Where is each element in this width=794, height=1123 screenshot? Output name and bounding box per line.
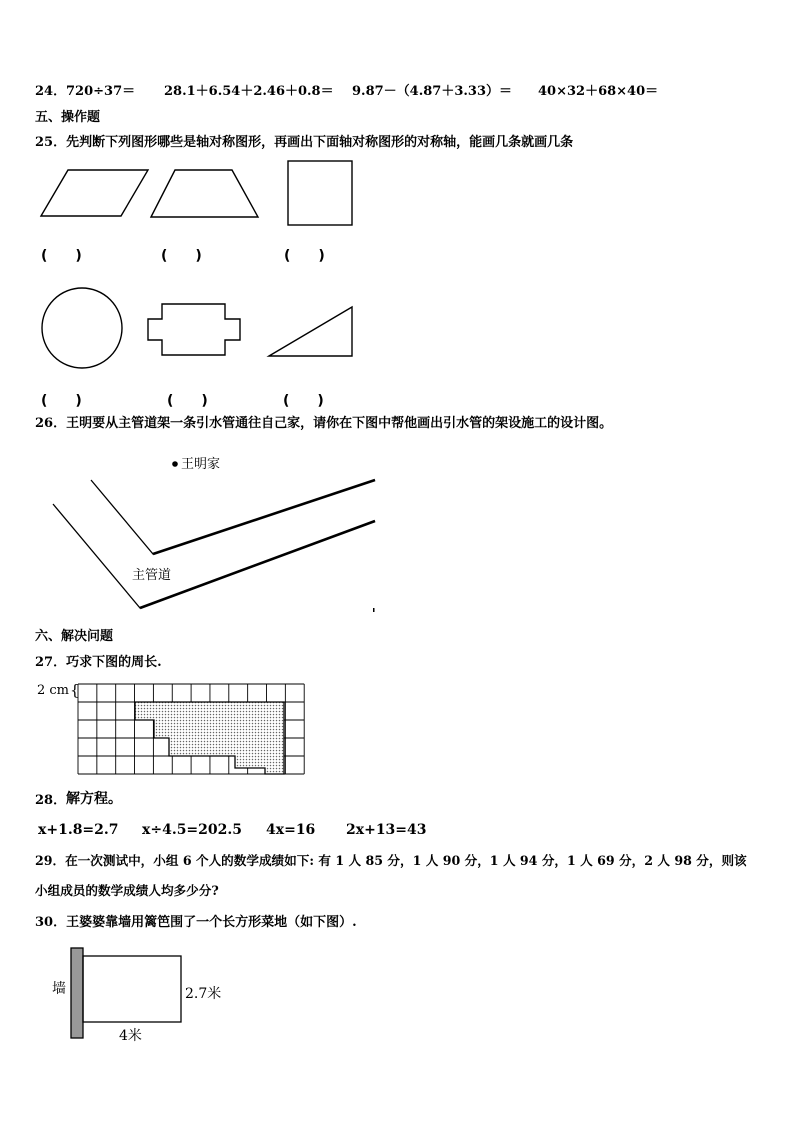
outer-edge-thick	[140, 521, 375, 608]
q29-line-2: 小组成员的数学成绩人均多少分?	[35, 883, 219, 898]
home-dot	[172, 461, 178, 467]
wall-label: 墙	[52, 981, 66, 997]
section-5-heading: 五、操作题	[35, 110, 101, 125]
q24-item-3: 9.87－（4.87＋3.33）＝	[352, 84, 512, 99]
answer-paren-5[interactable]: ( )	[167, 393, 208, 409]
q24-number: 24．	[35, 84, 67, 99]
pipe-diagram	[40, 448, 390, 618]
equation-1: x+1.8=2.7	[38, 822, 119, 838]
answer-paren-4[interactable]: ( )	[41, 393, 82, 409]
q24-item-4: 40×32＋68×40＝	[538, 84, 659, 99]
right-triangle-shape	[269, 307, 352, 356]
q28-title: 解方程。	[66, 791, 122, 807]
q24-item-2: 28.1＋6.54＋2.46＋0.8＝	[164, 84, 334, 99]
outer-edge-line	[53, 504, 375, 608]
q28-number: 28．	[35, 793, 67, 808]
stray-mark	[373, 608, 375, 612]
answer-paren-1[interactable]: ( )	[41, 248, 82, 264]
q25-shapes-row1	[35, 158, 365, 233]
garden-diagram	[45, 940, 245, 1050]
home-label: 王明家	[181, 457, 221, 472]
scale-label: 2 cm	[37, 683, 70, 698]
square-shape	[288, 161, 352, 225]
circle-shape	[42, 288, 122, 368]
q30-prompt: 30．王婆婆靠墙用篱笆围了一个长方形菜地（如下图）.	[35, 915, 357, 930]
section-6-heading: 六、解决问题	[35, 629, 114, 644]
q29-line-1: 29．在一次测试中，小组 6 个人的数学成绩如下: 有 1 人 85 分，1 人 90 分，1 人 94 分，1 人 69 分，2 人 98 分，则该	[35, 853, 747, 868]
q26-prompt: 26．王明要从主管道架一条引水管通往自己家，请你在下图中帮他画出引水管的架设施工的设计图。	[35, 416, 613, 431]
answer-paren-2[interactable]: ( )	[161, 248, 202, 264]
notched-rectangle-shape	[148, 304, 240, 355]
wall	[71, 948, 83, 1038]
q27-prompt: 27．巧求下图的周长.	[35, 655, 162, 670]
inner-edge-line	[91, 480, 375, 554]
parallelogram-shape	[41, 170, 148, 216]
trapezoid-shape	[151, 170, 258, 217]
width-label: 4米	[119, 1028, 142, 1044]
equation-4: 2x+13=43	[346, 822, 427, 838]
equation-3: 4x=16	[266, 822, 316, 838]
q25-shapes-row2	[35, 284, 365, 369]
equation-2: x÷4.5=202.5	[142, 822, 243, 838]
pipe-label: 主管道	[132, 568, 172, 583]
scale-brace: {	[70, 681, 80, 699]
q25-prompt: 25．先判断下列图形哪些是轴对称图形，再画出下面轴对称图形的对称轴，能画几条就画几条	[35, 135, 574, 150]
answer-paren-3[interactable]: ( )	[284, 248, 325, 264]
inner-edge-thick	[153, 480, 375, 554]
q24-item-1: 720÷37＝	[66, 84, 136, 99]
answer-paren-6[interactable]: ( )	[283, 393, 324, 409]
grid-figure	[35, 680, 305, 780]
height-label: 2.7米	[185, 986, 222, 1002]
garden-rectangle	[83, 956, 181, 1022]
